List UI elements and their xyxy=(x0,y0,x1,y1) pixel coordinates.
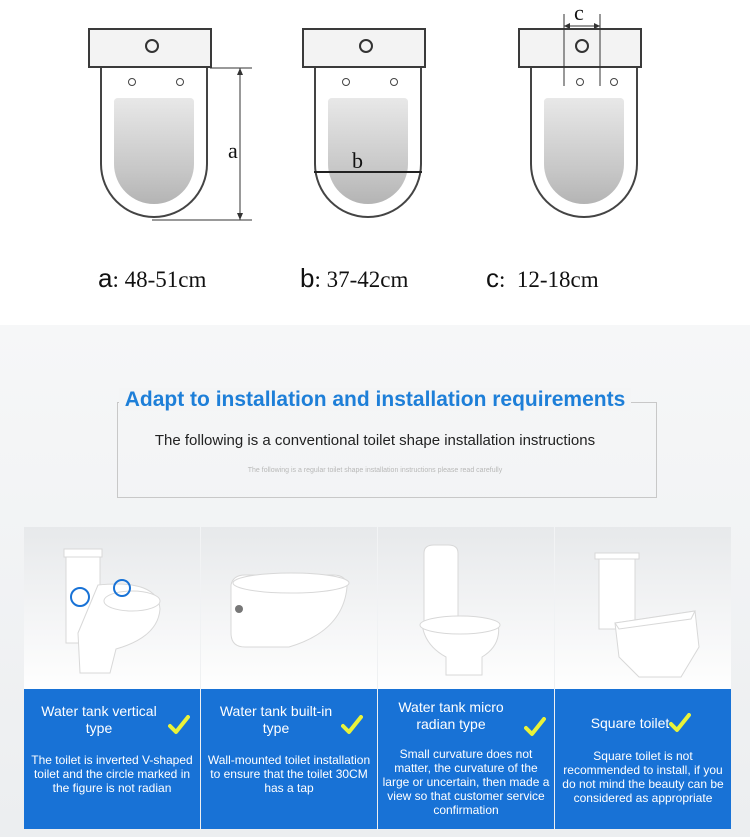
wall-mounted-toilet-image xyxy=(201,527,377,689)
spec-b xyxy=(300,263,408,294)
card-title: Square toilet xyxy=(590,715,670,731)
spec-key: a xyxy=(98,263,113,293)
vertical-toilet-image xyxy=(24,527,200,689)
spec-value: 37-42cm xyxy=(326,267,409,292)
micro-radian-toilet-image xyxy=(378,527,554,689)
spec-c xyxy=(486,263,599,294)
spec-separator: : xyxy=(499,267,506,292)
card-description: Wall-mounted toilet installation to ensure that the toilet 30CM has a tap xyxy=(207,753,371,795)
installation-heading xyxy=(0,388,750,412)
installation-subheading: The following is a conventional toilet shape installation instructions xyxy=(154,432,596,449)
card-info-band xyxy=(378,689,554,829)
dimension-label-a: a xyxy=(228,138,238,163)
spec-value: 12-18cm xyxy=(516,267,599,292)
card-water-tank-vertical xyxy=(24,527,200,829)
toilet-diagram-a xyxy=(82,20,238,230)
spec-value: 48-51cm xyxy=(124,267,207,292)
check-icon xyxy=(524,717,546,737)
spec-key: b xyxy=(300,263,315,293)
card-title: Water tank micro radian type xyxy=(398,699,504,732)
card-water-tank-built-in xyxy=(201,527,377,829)
spec-a xyxy=(98,263,206,294)
card-info-band xyxy=(24,689,200,829)
heading-frame xyxy=(117,402,657,498)
card-description: Small curvature does not matter, the curvature of the large or uncertain, then made a view so that customer service confirmation xyxy=(382,747,550,817)
toilet-diagram-b xyxy=(296,20,436,230)
installation-heading-text: Adapt to installation and installation requirements xyxy=(119,388,632,411)
dimension-label-b: b xyxy=(352,148,363,173)
dimension-c-lines xyxy=(512,20,652,230)
square-toilet-image xyxy=(555,527,731,689)
spec-key: c xyxy=(486,263,499,293)
dimension-b-line xyxy=(296,20,436,230)
card-description: Square toilet is not recommended to install, if you do not mind the beauty can be considered as appropriate xyxy=(562,749,724,805)
spec-separator: : xyxy=(314,267,321,292)
dimension-diagram-section xyxy=(0,0,750,320)
card-title: Water tank vertical type xyxy=(41,703,157,736)
check-icon xyxy=(168,715,190,735)
card-title: Water tank built-in type xyxy=(219,703,333,736)
installation-faint-note: The following is a regular toilet shape installation instructions please read carefully xyxy=(247,467,503,474)
dimension-label-c: c xyxy=(574,0,584,25)
spec-separator: : xyxy=(112,267,119,292)
card-description: The toilet is inverted V-shaped toilet and the circle marked in the figure is not radian xyxy=(31,753,193,795)
dimension-a-lines xyxy=(82,20,222,230)
check-icon xyxy=(669,713,691,733)
check-icon xyxy=(341,715,363,735)
card-square-toilet xyxy=(555,527,731,829)
card-info-band xyxy=(555,689,731,829)
toilet-diagram-c xyxy=(512,0,652,230)
card-water-tank-micro-radian xyxy=(378,527,554,829)
card-info-band xyxy=(201,689,377,829)
